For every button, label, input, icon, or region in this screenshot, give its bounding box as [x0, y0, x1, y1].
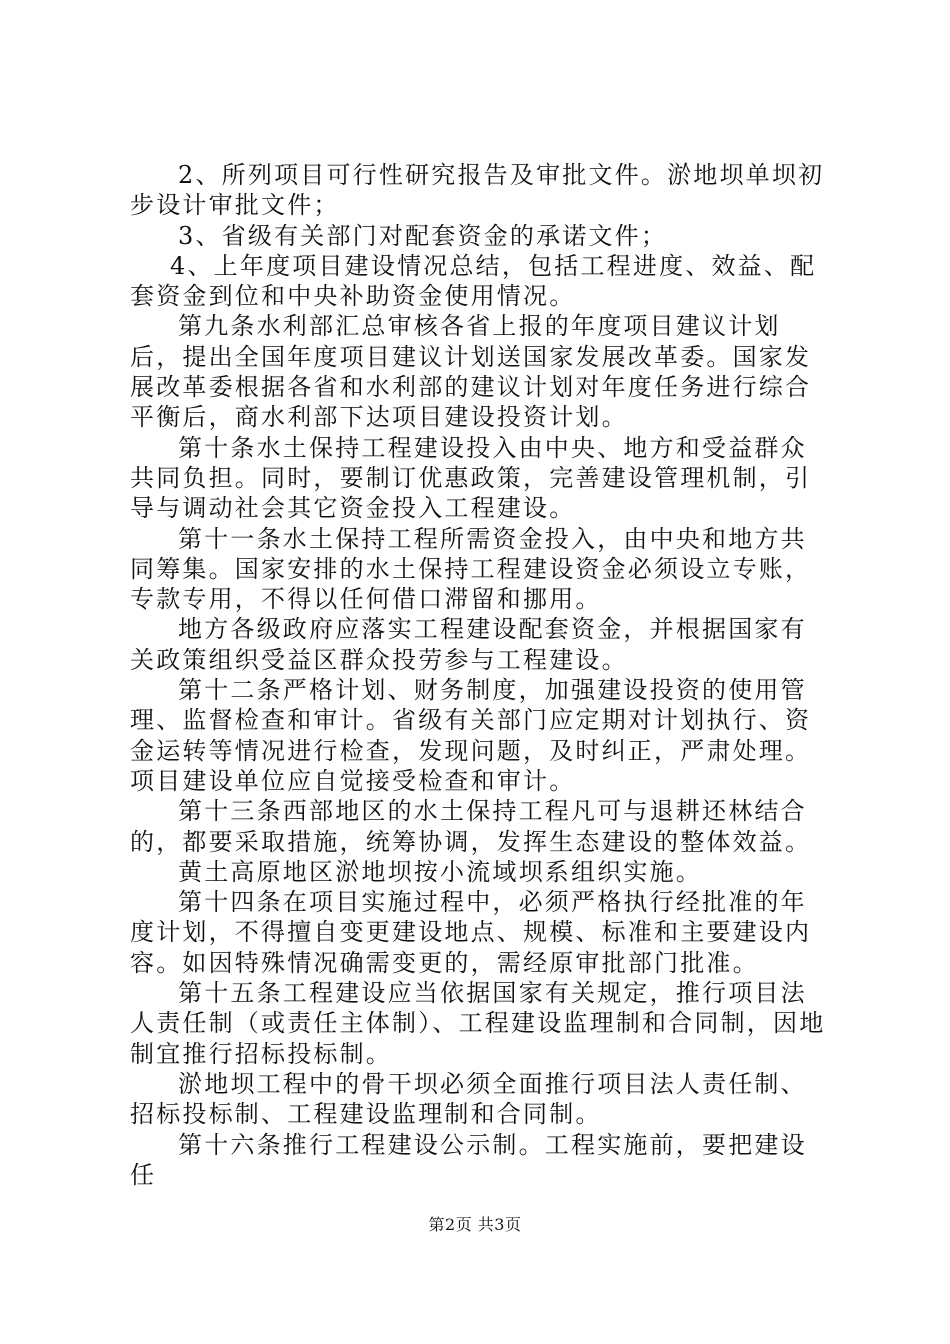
paragraph-article-13: 第十三条西部地区的水土保持工程凡可与退耕还林结合的，都要采取措施，统筹协调，发挥生态建设的整体效益。: [130, 797, 812, 856]
paragraph-item-4: 4、上年度项目建设情况总结，包括工程进度、效益、配套资金到位和中央补助资金使用情况。: [130, 251, 817, 311]
paragraph-item-3: 3、省级有关部门对配套资金的承诺文件；: [178, 221, 668, 250]
paragraph-item-2: 2、所列项目可行性研究报告及审批文件。淤地坝单坝初步设计审批文件；: [130, 161, 825, 220]
paragraph-check-dam: 淤地坝工程中的骨干坝必须全面推行项目法人责任制、招标投标制、工程建设监理制和合同制。: [130, 1069, 807, 1129]
paragraph-article-9: 第九条水利部汇总审核各省上报的年度项目建议计划后，提出全国年度项目建议计划送国家发展改革委。国家发展改革委根据各省和水利部的建议计划对年度任务进行综合平衡后，商水利部下达项目建设投资计划。: [130, 312, 812, 432]
document-body: [0, 160, 950, 1190]
paragraph-loess-plateau: 黄土高原地区淤地坝按小流域坝系组织实施。: [178, 857, 702, 886]
paragraph-article-11: 第十一条水土保持工程所需资金投入，由中央和地方共同筹集。国家安排的水土保持工程建设资金必须设立专账，专款专用，不得以任何借口滞留和挪用。: [130, 524, 812, 614]
paragraph-article-15: 第十五条工程建设应当依据国家有关规定，推行项目法人责任制（或责任主体制）、工程建设监理制和合同制，因地制宜推行招标投标制。: [130, 979, 826, 1068]
page-number-footer: 第2页 共3页: [428, 1215, 522, 1234]
paragraph-article-14: 第十四条在项目实施过程中，必须严格执行经批准的年度计划，不得擅自变更建设地点、规模、标准和主要建设内容。如因特殊情况确需变更的，需经原审批部门批准。: [130, 888, 812, 977]
paragraph-article-12: 第十二条严格计划、财务制度，加强建设投资的使用管理、监督检查和审计。省级有关部门应定期对计划执行、资金运转等情况进行检查，发现问题，及时纠正，严肃处理。项目建设单位应自觉接受检查和审计。: [130, 676, 812, 795]
paragraph-article-16: 第十六条推行工程建设公示制。工程实施前，要把建设任: [130, 1130, 807, 1189]
paragraph-local-funding: 地方各级政府应落实工程建设配套资金，并根据国家有关政策组织受益区群众投劳参与工程建设。: [130, 615, 807, 674]
paragraph-article-10: 第十条水土保持工程建设投入由中央、地方和受益群众共同负担。同时，要制订优惠政策，完善建设管理机制，引导与调动社会其它资金投入工程建设。: [130, 433, 812, 523]
